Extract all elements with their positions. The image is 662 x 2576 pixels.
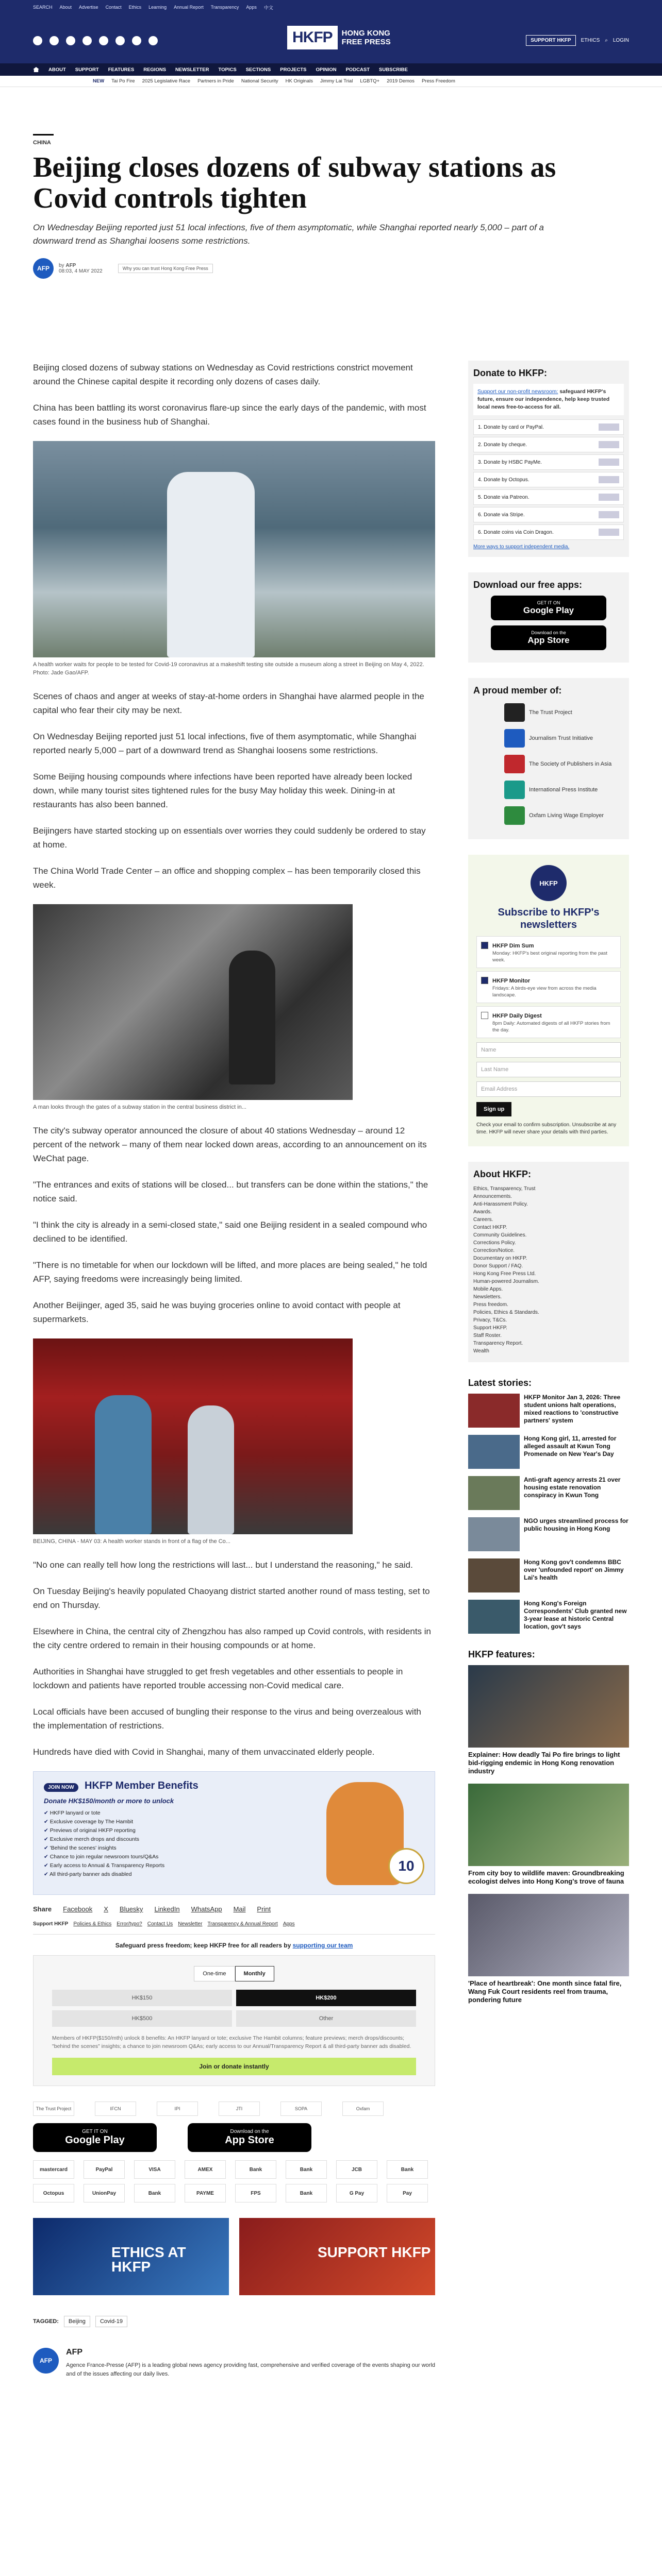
transparency-link[interactable]: Transparency [210, 5, 239, 10]
paragraph: Some Beijing housing compounds where infections have been reported have already been locked down, while many tourist sites tightened rules for the busy May holiday this week. Dining-in at restaurants has also been banned. [33, 772, 412, 809]
payment-methods [33, 2160, 435, 2202]
payment-icon: mastercard [33, 2160, 74, 2179]
paragraph: Hundreds have died with Covid in Shanghai, many of them unvaccinated elderly people. [33, 1747, 375, 1757]
feature-story[interactable]: From city boy to wildlife maven: Groundbreaking ecologist delves into Hong Kong's trove of fauna [468, 1784, 629, 1886]
figure [33, 904, 435, 1111]
payment-icon: UnionPay [84, 2184, 125, 2202]
payment-icon: Bank [286, 2184, 327, 2202]
telegram-icon[interactable] [148, 36, 158, 45]
member-logo[interactable]: Oxfam Living Wage Employer [504, 806, 624, 825]
about-link[interactable]: Corrections Policy. [473, 1240, 516, 1246]
member-title: HKFP Member Benefits [85, 1780, 198, 1791]
author-name[interactable]: AFP [66, 2348, 82, 2357]
trending-item[interactable]: Jimmy Lai Trial [320, 78, 353, 84]
donate-option[interactable]: 4. Donate by Octopus. [473, 472, 624, 487]
paragraph: "The entrances and exits of stations will be closed... but transfers can be done within the stations," the notice said. [33, 1180, 428, 1204]
tags-label: TAGGED: [33, 2318, 59, 2325]
more-ways-link[interactable]: More ways to support independent media. [473, 544, 570, 550]
payment-icon: FPS [235, 2184, 276, 2202]
nav-sections[interactable]: SECTIONS [245, 66, 271, 73]
figure-caption: A man looks through the gates of a subway station in the central business district in... [33, 1104, 246, 1110]
payment-icon: JCB [336, 2160, 377, 2179]
newsletter-title: Subscribe to HKFP's newsletters [498, 907, 600, 930]
newsletter-link[interactable]: Newsletter [178, 1921, 203, 1927]
top-utility-bar [0, 0, 662, 14]
payment-icon: PayPal [84, 2160, 125, 2179]
about-link[interactable]: Anti-Harassment Policy. [473, 1201, 528, 1207]
last-name-field[interactable]: Last Name [476, 1062, 621, 1077]
features-title: HKFP features: [468, 1649, 535, 1659]
payment-icon: AMEX [185, 2160, 226, 2179]
donate-option[interactable]: 6. Donate coins via Coin Dragon. [473, 524, 624, 540]
one-time-option[interactable]: One-time [194, 1966, 235, 1981]
nav-features[interactable]: FEATURES [108, 66, 135, 73]
paragraph: On Wednesday Beijing reported just 51 local infections, five of them asymptomatic, while Shanghai reported nearly 5,000 – part of a downward trend as Shanghai loosens some restrictions. [33, 732, 417, 755]
trending-item[interactable]: National Security [241, 78, 278, 84]
linkedin-icon[interactable] [99, 36, 108, 45]
support-link[interactable]: Support HKFP [33, 1921, 69, 1927]
donate-widget [468, 361, 629, 557]
apps-link[interactable]: Apps [283, 1921, 295, 1927]
ethics-link[interactable]: Ethics [128, 5, 142, 10]
latest-story[interactable]: Hong Kong girl, 11, arrested for alleged assault at Kwun Tong Promenade on New Year's Day [468, 1435, 629, 1469]
share-whatsapp[interactable]: WhatsApp [191, 1905, 222, 1913]
paragraph: Scenes of chaos and anger at weeks of stay-at-home orders in Shanghai have alarmed people in the capital who fear their city may be next. [33, 691, 424, 715]
nav-opinion[interactable]: OPINION [316, 66, 337, 73]
monthly-option[interactable]: Monthly [235, 1966, 274, 1981]
newsletter-widget [468, 855, 629, 1146]
bluesky-icon[interactable] [132, 36, 141, 45]
about-link[interactable]: About [59, 5, 72, 10]
search-icon[interactable]: ⌕ [605, 38, 608, 43]
safeguard-line [33, 1942, 435, 1949]
payment-icon: PAYME [185, 2184, 226, 2202]
latest-story[interactable]: HKFP Monitor Jan 3, 2026: Three student unions halt operations, mixed reactions to 'constructive partners' system [468, 1394, 629, 1428]
frequency-toggle [52, 1966, 416, 1981]
payment-icon: Pay [387, 2184, 428, 2202]
newsletter-checkbox[interactable]: HKFP Monitor Fridays: A birds-eye view from across the media landscape. [476, 971, 621, 1003]
promo-banners [33, 2218, 435, 2295]
membership-widget [468, 678, 629, 839]
author-bio: Agence France-Presse (AFP) is a leading global news agency providing fast, comprehensive and verified coverage of the events shaping our world and of the issues affecting our daily lives. [66, 2362, 436, 2377]
about-title: About HKFP: [473, 1169, 531, 1179]
features-widget [468, 1649, 629, 2004]
app-store-button[interactable]: Download on the App Store [188, 2123, 311, 2152]
about-link[interactable]: Privacy, T&Cs. [473, 1317, 507, 1323]
tag[interactable]: Covid-19 [95, 2316, 127, 2327]
share-facebook[interactable]: Facebook [63, 1905, 93, 1913]
nav-subscribe[interactable]: SUBSCRIBE [379, 66, 408, 73]
nav-topics[interactable]: TOPICS [218, 66, 237, 73]
contact-link[interactable]: Contact [105, 5, 122, 10]
benefit-item: ✔ Exclusive coverage by The Hambit [44, 1818, 301, 1826]
trending-item[interactable]: Press Freedom [421, 78, 455, 84]
about-link[interactable]: Policies, Ethics & Standards. [473, 1310, 539, 1315]
about-link[interactable]: Mobile Apps. [473, 1286, 503, 1292]
about-link[interactable]: Wealth [473, 1348, 489, 1354]
hkfp-badge: HKFP [531, 865, 567, 901]
benefit-item: ✔ 'Behind the scenes' insights [44, 1844, 301, 1853]
logo-line-2: FREE PRESS [341, 38, 391, 46]
article-title: Beijing closes dozens of subway stations as Covid controls tighten [33, 151, 556, 214]
paragraph: Elsewhere in China, the central city of Zhengzhou has also ramped up Covid controls, with residents in the city centre ordered to remain in their housing compounds or at home. [33, 1626, 432, 1650]
photo-subway-gate[interactable] [33, 904, 353, 1100]
policies-link[interactable]: Policies & Ethics [73, 1921, 112, 1927]
about-widget [468, 1162, 629, 1362]
byline [33, 258, 629, 279]
payment-icon: G Pay [336, 2184, 377, 2202]
about-link[interactable]: Staff Roster. [473, 1333, 502, 1338]
publish-date: 08:03, 4 MAY 2022 [59, 268, 103, 274]
donate-option[interactable]: 1. Donate by card or PayPal. [473, 419, 624, 435]
home-icon[interactable] [33, 67, 39, 72]
threads-icon[interactable] [115, 36, 125, 45]
tags [33, 2316, 435, 2327]
photo-flag[interactable] [33, 1338, 353, 1534]
logo-mark: HKFP [287, 26, 338, 49]
payment-icon: Bank [387, 2160, 428, 2179]
latest-stories [468, 1378, 629, 1634]
support-team-link[interactable]: supporting our team [292, 1942, 353, 1949]
byline-prefix: by [59, 263, 64, 268]
share-mail[interactable]: Mail [233, 1905, 246, 1913]
donate-option[interactable]: 2. Donate by cheque. [473, 437, 624, 452]
footer-logo: JTI [219, 2102, 260, 2116]
trending-item[interactable]: Partners in Pride [197, 78, 234, 84]
about-link[interactable]: Documentary on HKFP. [473, 1256, 527, 1261]
apps-title: Download our free apps: [473, 580, 583, 590]
paragraph: Authorities in Shanghai have struggled to get fresh vegetables and other essentials to people in lockdown and patients have reported trouble accessing non-Covid medical care. [33, 1667, 403, 1690]
member-logo[interactable]: The Trust Project [504, 703, 624, 722]
benefit-item: ✔ HKFP lanyard or tote [44, 1809, 301, 1818]
nav-projects[interactable]: PROJECTS [280, 66, 307, 73]
payment-icon: Bank [134, 2184, 175, 2202]
annual-report-link[interactable]: Annual Report [174, 5, 204, 10]
benefit-item: ✔ Exclusive merch drops and discounts [44, 1835, 301, 1844]
author-avatar[interactable]: AFP [33, 2348, 59, 2374]
social-icons [33, 36, 158, 45]
main-nav [0, 63, 662, 76]
payment-icon: Bank [286, 2160, 327, 2179]
amount-grid [52, 1990, 416, 2027]
join-now-button[interactable]: JOIN NOW [44, 1783, 78, 1792]
member-logo[interactable]: Journalism Trust Initiative [504, 729, 624, 748]
nav-podcast[interactable]: PODCAST [345, 66, 370, 73]
paragraph: Another Beijinger, aged 35, said he was buying groceries online to avoid contact with people at supermarkets. [33, 1300, 401, 1324]
error-link[interactable]: Error/typo? [117, 1921, 142, 1927]
youtube-icon[interactable] [82, 36, 92, 45]
payment-icon: VISA [134, 2160, 175, 2179]
trending-item[interactable]: LGBTQ+ [360, 78, 380, 84]
app-store-button[interactable]: Download on the App Store [491, 625, 606, 650]
trending-item[interactable]: 2019 Demos [387, 78, 415, 84]
author-name[interactable]: AFP [65, 263, 76, 268]
learning-link[interactable]: Learning [148, 5, 167, 10]
about-link[interactable]: Community Guidelines. [473, 1232, 527, 1238]
instagram-icon[interactable] [66, 36, 75, 45]
ethics-button[interactable]: ETHICS [581, 38, 600, 43]
benefit-list [44, 1809, 301, 1879]
header-actions [526, 35, 629, 46]
about-link[interactable]: Donor Support / FAQ. [473, 1263, 523, 1269]
newsletter-checkbox[interactable]: HKFP Daily Digest 8pm Daily: Automated digests of all HKFP stories from the day. [476, 1006, 621, 1038]
feature-story[interactable]: Explainer: How deadly Tai Po fire brings to light bid-rigging endemic in Hong Kong renovation industry [468, 1665, 629, 1775]
footer-logo: IPI [157, 2102, 198, 2116]
ethics-promo[interactable]: ETHICS AT HKFP [33, 2218, 229, 2295]
latest-story[interactable]: Hong Kong's Foreign Correspondents' Club granted new 3-year lease at historic Central location, gov't says [468, 1600, 629, 1634]
donate-option[interactable]: 6. Donate via Stripe. [473, 507, 624, 522]
benefit-item: ✔ Previews of original HKFP reporting [44, 1826, 301, 1835]
advertise-link[interactable]: Advertise [79, 5, 98, 10]
paragraph: The city's subway operator announced the closure of about 40 stations Wednesday – around 12 percent of the network – many of them near locked down areas, according to an announcement on its WeChat page. [33, 1126, 427, 1163]
proud-title: A proud member of: [473, 685, 562, 696]
nav-support[interactable]: SUPPORT [75, 66, 99, 73]
logo-line-1: HONG KONG [341, 29, 390, 38]
about-link[interactable]: Contact HKFP. [473, 1225, 507, 1230]
first-name-field[interactable]: Name [476, 1042, 621, 1058]
donate-title: Donate to HKFP: [473, 368, 547, 378]
trending-label: NEW [93, 78, 105, 84]
login-link[interactable]: LOGIN [613, 38, 629, 43]
paragraph: Beijing closed dozens of subway stations on Wednesday as Covid restrictions constrict movement around the Chinese capital despite it recording only dozens of cases daily. [33, 363, 413, 386]
footer-logos [33, 2102, 435, 2116]
paragraph: Local officials have been accused of bungling their response to the virus and being overzealous with the implementation of restrictions. [33, 1707, 421, 1731]
ten-year-badge: 10 [388, 1848, 424, 1884]
support-links [33, 1921, 435, 1935]
x-icon[interactable] [49, 36, 59, 45]
about-link[interactable]: Newsletters. [473, 1294, 502, 1300]
nav-about[interactable]: ABOUT [48, 66, 66, 73]
share-print[interactable]: Print [257, 1905, 271, 1913]
paragraph: "I think the city is already in a semi-closed state," said one Beijing resident in a sealed compound who declined to be identified. [33, 1220, 427, 1244]
trending-item[interactable]: HK Originals [285, 78, 313, 84]
donation-box [33, 1955, 435, 2086]
site-header [0, 14, 662, 63]
feature-story[interactable]: 'Place of heartbreak': One month since fatal fire, Wang Fuk Court residents reel from trauma, pondering future [468, 1894, 629, 2004]
support-button[interactable]: SUPPORT HKFP [526, 35, 575, 46]
share-label: Share [33, 1905, 52, 1913]
latest-story[interactable]: Anti-graft agency arrests 21 over housing estate renovation conspiracy in Kwun Tong [468, 1476, 629, 1510]
trending-bar [0, 76, 662, 87]
paragraph: China has been battling its worst coronavirus flare-up since the early days of the pandemic, with most cases found in the business hub of Shanghai. [33, 403, 426, 427]
article-body [33, 361, 435, 2391]
share-x[interactable]: X [104, 1905, 108, 1913]
donate-option[interactable]: 3. Donate by HSBC PayMe. [473, 454, 624, 470]
article-header [33, 134, 629, 279]
about-link[interactable]: Human-powered Journalism. [473, 1279, 539, 1284]
safeguard-text: Safeguard press freedom; keep HKFP free for all readers by [115, 1942, 291, 1949]
paragraph: On Tuesday Beijing's heavily populated Chaoyang district started another round of mass testing, set to end on Thursday. [33, 1586, 430, 1610]
sidebar [468, 361, 629, 2012]
payment-icon: Octopus [33, 2184, 74, 2202]
about-link[interactable]: Ethics, Transparency, Trust [473, 1186, 536, 1192]
amount-option[interactable]: Other [236, 2010, 416, 2027]
benefit-item: ✔ Chance to join regular newsroom tours/Q&As [44, 1853, 301, 1861]
paragraph: "There is no timetable for when our lockdown will be lifted, and more places are being sealed," he told AFP, saying freedoms were increasingly being limited. [33, 1260, 427, 1284]
newsletter-checkbox[interactable]: HKFP Dim Sum Monday: HKFP's best original reporting from the past week. [476, 936, 621, 968]
figure [33, 441, 435, 677]
footer-logo: Oxfam [342, 2102, 384, 2116]
donate-intro: Support our non-profit newsroom: safeguard HKFP's future, ensure our independence, help keep trusted local news free-to-access for all. [473, 384, 624, 415]
donation-note: Members of HKFP($150/mth) unlock 8 benefits: An HKFP lanyard or tote; exclusive The Hambit columns; feature previews; merch drops/discounts; "behind the scenes" insights; a chance to join newsroom Q&As; early access to our Annual/Transparency Report & all third-party banner ads disabled. [52, 2035, 411, 2049]
article-standfirst: On Wednesday Beijing reported just 51 local infections, five of them asymptomatic, while Shanghai reported nearly 5,000 – part of a downward trend as Shanghai loosens some restrictions. [33, 223, 544, 246]
chinese-link[interactable]: 中文 [263, 5, 273, 10]
trust-button[interactable]: Why you can trust Hong Kong Free Press [118, 264, 213, 273]
facebook-icon[interactable] [33, 36, 42, 45]
share-bar [33, 1905, 435, 1913]
about-link[interactable]: Correction/Notice. [473, 1248, 515, 1253]
payment-icon: Bank [235, 2160, 276, 2179]
latest-story[interactable]: Hong Kong gov't condemns BBC over 'unfounded report' on Jimmy Lai's health [468, 1558, 629, 1592]
latest-title: Latest stories: [468, 1378, 532, 1388]
site-logo[interactable] [287, 26, 391, 49]
figure-caption: BEIJING, CHINA - MAY 03: A health worker stands in front of a flag of the Co... [33, 1538, 230, 1545]
footer-logo: The Trust Project [33, 2102, 74, 2116]
amount-option[interactable]: HK$500 [52, 2010, 232, 2027]
article-category[interactable]: CHINA [33, 140, 51, 146]
member-logo[interactable]: International Press Institute [504, 781, 624, 799]
tag[interactable]: Beijing [64, 2316, 90, 2327]
benefit-item: ✔ All third-party banner ads disabled [44, 1870, 301, 1879]
apps-link[interactable]: Apps [246, 5, 257, 10]
report-link[interactable]: Transparency & Annual Report [207, 1921, 278, 1927]
contact-link[interactable]: Contact Us [147, 1921, 173, 1927]
about-link[interactable]: Transparency Report. [473, 1341, 523, 1346]
footer-logo: IFCN [95, 2102, 136, 2116]
about-link[interactable]: Hong Kong Free Press Ltd. [473, 1271, 536, 1277]
divider [33, 134, 54, 135]
about-link[interactable]: Careers. [473, 1217, 493, 1223]
latest-story[interactable]: NGO urges streamlined process for public housing in Hong Kong [468, 1517, 629, 1551]
support-promo[interactable]: SUPPORT HKFP [239, 2218, 435, 2295]
photo-health-worker[interactable] [33, 441, 435, 657]
google-play-button[interactable]: GET IT ON Google Play [491, 596, 606, 620]
nav-newsletter[interactable]: NEWSLETTER [175, 66, 209, 73]
donate-option[interactable]: 5. Donate via Patreon. [473, 489, 624, 505]
app-store-buttons [33, 2123, 435, 2152]
author-box [33, 2348, 435, 2391]
about-link[interactable]: Support HKFP. [473, 1325, 507, 1331]
paragraph: "No one can really tell how long the restrictions will last... but I understand the reasoning," he said. [33, 1560, 413, 1570]
about-link[interactable]: Awards. [473, 1209, 492, 1215]
about-link[interactable]: Press freedom. [473, 1302, 508, 1308]
newsletter-fine-print: Check your email to confirm subscription. Unsubscribe at any time. HKFP will never share your details with third parties. [476, 1122, 617, 1135]
search-link[interactable]: SEARCH [33, 5, 53, 10]
member-donate: Donate HK$150/month or more to unlock [44, 1797, 174, 1805]
apps-widget [468, 572, 629, 663]
email-field[interactable]: Email Address [476, 1081, 621, 1097]
author-avatar[interactable]: AFP [33, 258, 54, 279]
member-benefits-banner[interactable] [33, 1771, 435, 1895]
figure-caption: A health worker waits for people to be tested for Covid-19 coronavirus at a makeshift testing site outside a museum along a street in Beijing on May 4, 2022. Photo: Jade Gao/AFP. [33, 662, 424, 676]
google-play-button[interactable]: GET IT ON Google Play [33, 2123, 157, 2152]
trending-item[interactable]: 2025 Legislative Race [142, 78, 191, 84]
member-logo[interactable]: The Society of Publishers in Asia [504, 755, 624, 773]
join-donate-button[interactable]: Join or donate instantly [52, 2058, 416, 2075]
about-link[interactable]: Announcements. [473, 1194, 512, 1199]
paragraph: Beijingers have started stocking up on essentials over worries they could suddenly be ordered to stay at home. [33, 826, 426, 850]
share-bluesky[interactable]: Bluesky [119, 1905, 143, 1913]
nav-regions[interactable]: REGIONS [143, 66, 167, 73]
signup-button[interactable]: Sign up [476, 1102, 511, 1116]
benefit-item: ✔ Early access to Annual & Transparency Reports [44, 1861, 301, 1870]
paragraph: The China World Trade Center – an office and shopping complex – has been temporarily closed this week. [33, 866, 421, 890]
share-linkedin[interactable]: LinkedIn [154, 1905, 180, 1913]
amount-option[interactable]: HK$150 [52, 1990, 232, 2006]
trending-item[interactable]: Tai Po Fire [111, 78, 135, 84]
amount-option[interactable]: HK$200 [236, 1990, 416, 2006]
footer-logo: SOPA [280, 2102, 322, 2116]
figure [33, 1338, 435, 1546]
